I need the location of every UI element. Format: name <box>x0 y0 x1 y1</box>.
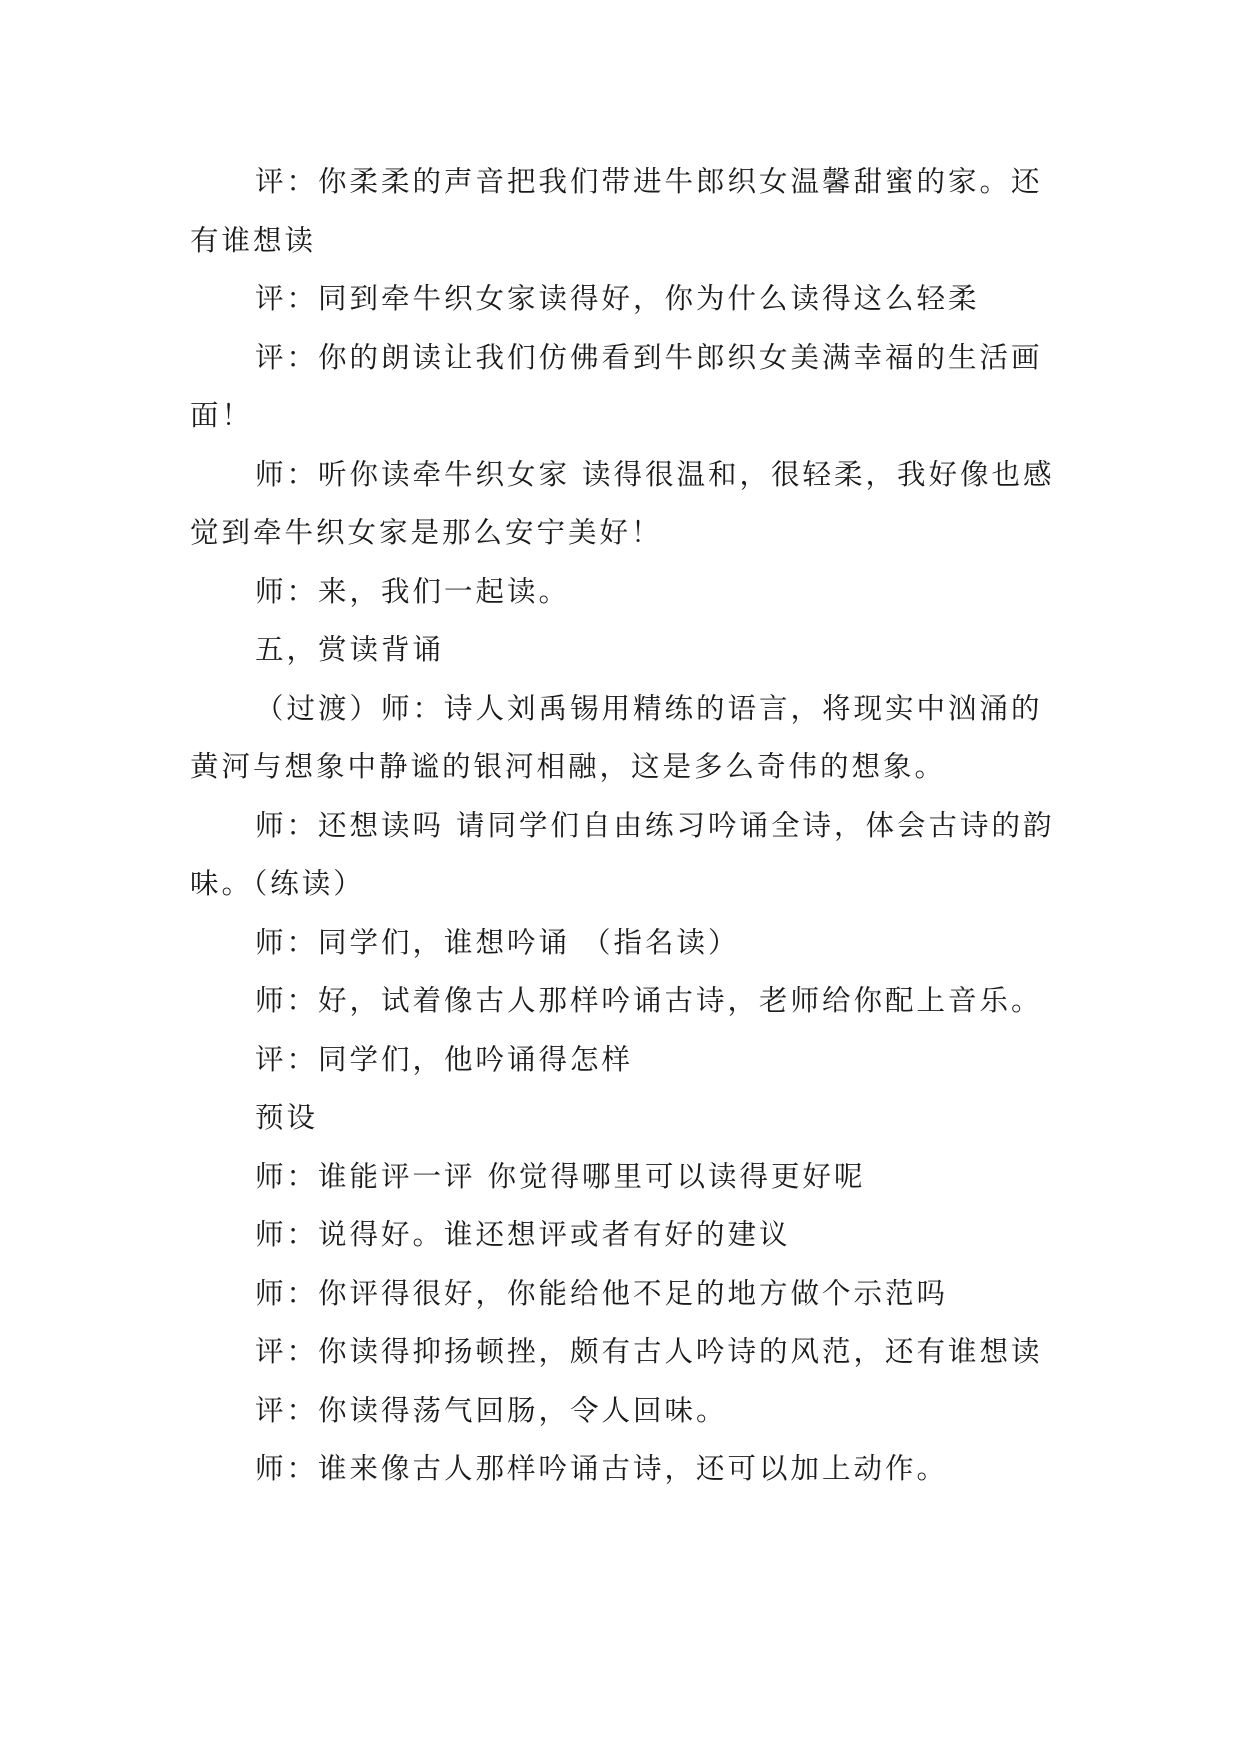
paragraph: 师：说得好。谁还想评或者有好的建议 <box>255 1218 791 1251</box>
paragraph: 师：你评得很好，你能给他不足的地方做个示范吗 <box>255 1276 949 1310</box>
paragraph: 评：你柔柔的声音把我们带进牛郎织女温馨甜蜜的家。还有谁想读 <box>190 165 1043 257</box>
paragraph: 师：谁能评一评 你觉得哪里可以读得更好呢 <box>255 1159 866 1193</box>
paragraph: 师：还想读吗 请同学们自由练习吟诵全诗，体会古诗的韵味。（练读） <box>190 808 1055 900</box>
paragraph: 评：你读得抑扬顿挫，颇有古人吟诗的风范，还有谁想读 <box>255 1335 1043 1368</box>
section-heading: 五，赏读背诵 <box>255 633 445 666</box>
paragraph: 评：你的朗读让我们仿佛看到牛郎织女美满幸福的生活画面！ <box>190 340 1043 432</box>
paragraph: 评：你读得荡气回肠，令人回味。 <box>255 1393 728 1427</box>
paragraph: 师：来，我们一起读。 <box>255 574 571 608</box>
paragraph: 师：同学们，谁想吟诵 （指名读） <box>255 925 740 959</box>
paragraph: 评：同到牵牛织女家读得好，你为什么读得这么轻柔 <box>255 282 980 315</box>
paragraph: （过渡）师：诗人刘禹锡用精练的语言，将现实中汹涌的黄河与想象中静谧的银河相融，这是多么奇伟的想象。 <box>190 691 1043 783</box>
paragraph: 师：谁来像古人那样吟诵古诗，还可以加上动作。 <box>255 1452 949 1485</box>
paragraph: 预设 <box>255 1101 319 1134</box>
paragraph: 评：同学们，他吟诵得怎样 <box>255 1042 634 1076</box>
paragraph: 师：好，试着像古人那样吟诵古诗，老师给你配上音乐。 <box>255 984 1043 1017</box>
paragraph: 师：听你读牵牛织女家 读得很温和，很轻柔，我好像也感觉到牵牛织女家是那么安宁美好！ <box>190 457 1055 549</box>
document-body <box>190 153 1065 1499</box>
